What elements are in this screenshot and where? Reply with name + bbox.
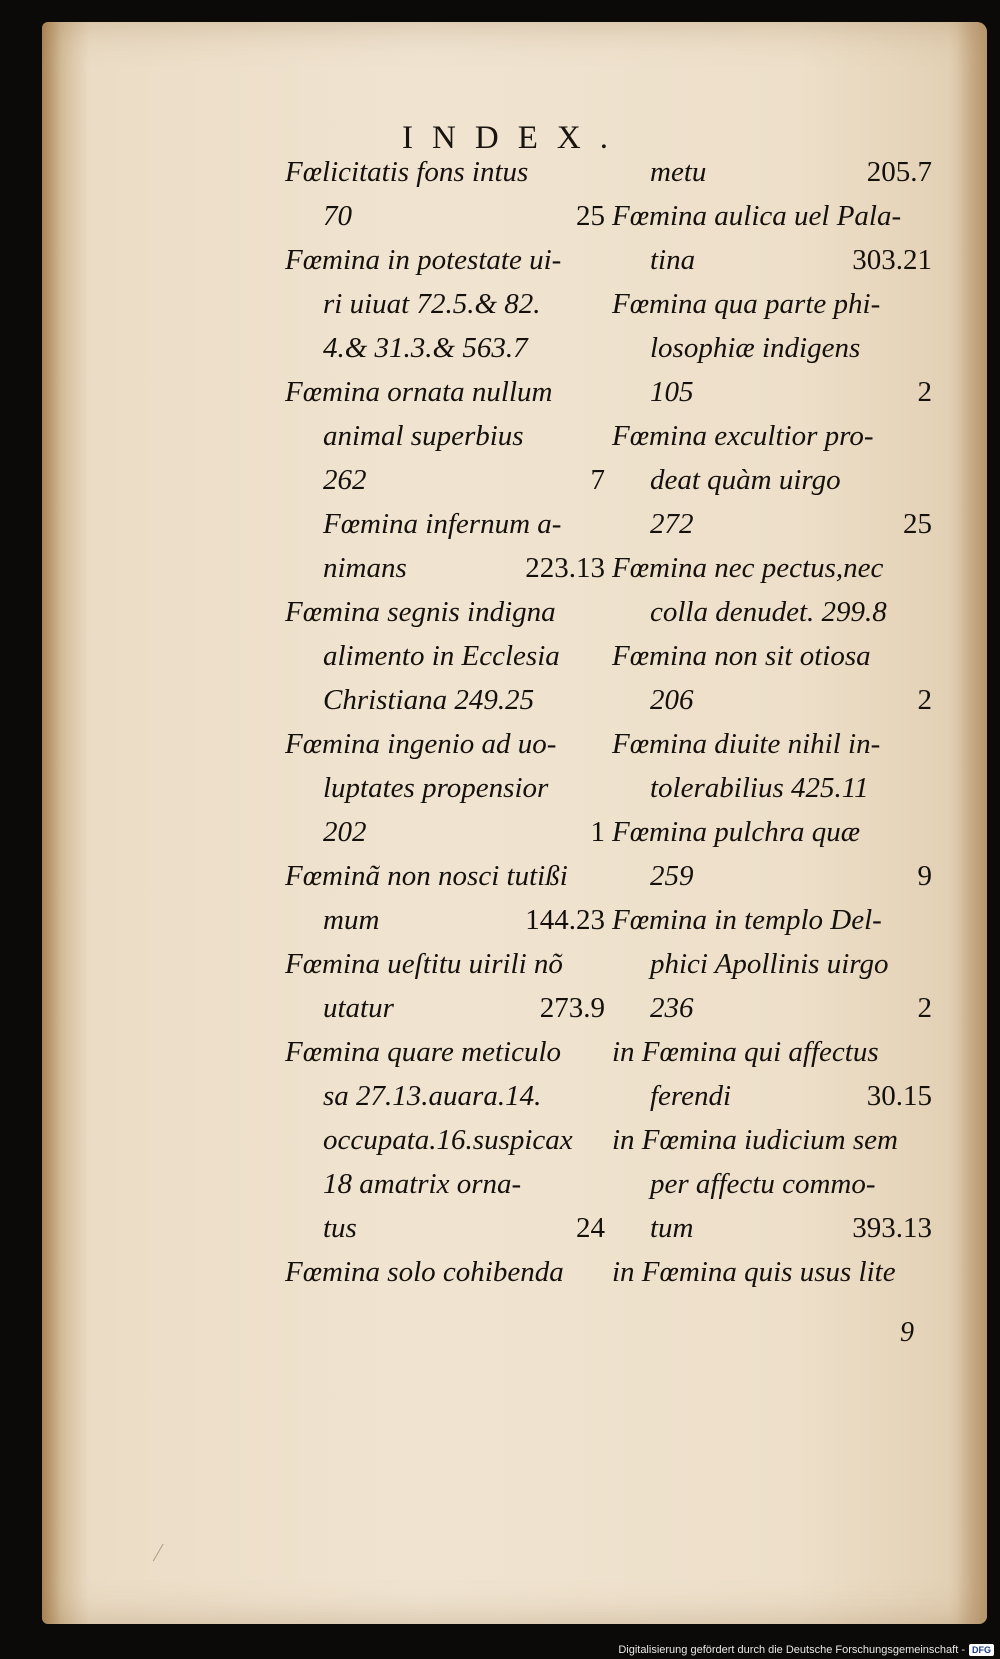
- entry-text: 262: [323, 464, 367, 496]
- entry-text: 70: [323, 200, 352, 232]
- entry-text: nimans: [323, 552, 407, 584]
- entry-text: Fœmina pulchra quæ: [612, 816, 861, 848]
- entry-text: metu: [650, 156, 707, 188]
- index-entry-line: [285, 150, 605, 194]
- index-entry-line: [612, 1206, 932, 1250]
- index-entry-line: [285, 722, 605, 766]
- entry-page-ref: 9: [917, 860, 932, 892]
- entry-text: 236: [650, 992, 694, 1024]
- index-entry-line: [285, 1162, 605, 1206]
- entry-page-ref: 393.13: [852, 1212, 932, 1244]
- index-entry-line: [285, 458, 605, 502]
- index-entry-line: [285, 1030, 605, 1074]
- entry-text: Fœmina non sit otiosa: [612, 640, 871, 672]
- entry-page-ref: 223.13: [525, 552, 605, 584]
- index-entry-line: [285, 898, 605, 942]
- entry-text: 202: [323, 816, 367, 848]
- entry-text: in Fœmina iudicium sem: [612, 1124, 898, 1156]
- entry-text: tum: [650, 1212, 694, 1244]
- index-entry-line: [612, 194, 932, 238]
- entry-text: Fœmina solo cohibenda: [285, 1256, 564, 1288]
- entry-text: Christiana 249.25: [323, 684, 535, 716]
- entry-page-ref: 144.23: [525, 904, 605, 936]
- index-entry-line: [285, 326, 605, 370]
- index-entry-line: [612, 370, 932, 414]
- index-entry-line: [285, 282, 605, 326]
- entry-text: tus: [323, 1212, 357, 1244]
- catchword: 9: [900, 1317, 914, 1348]
- entry-text: Fœlicitatis fons intus: [285, 156, 529, 188]
- entry-text: per affectu commo-: [650, 1168, 876, 1200]
- index-entry-line: [285, 414, 605, 458]
- entry-text: deat quàm uirgo: [650, 464, 841, 496]
- entry-text: Fœminã non nosci tutißi: [285, 860, 568, 892]
- entry-text: ri uiuat 72.5.& 82.: [323, 288, 541, 320]
- entry-text: Fœmina ueſtitu uirili nõ: [285, 948, 563, 980]
- entry-text: Fœmina excultior pro-: [612, 420, 874, 452]
- entry-text: Fœmina segnis indigna: [285, 596, 556, 628]
- index-entry-line: [612, 546, 932, 590]
- index-entry-line: [612, 1118, 932, 1162]
- index-entry-line: [612, 150, 932, 194]
- entry-page-ref: 2: [917, 992, 932, 1024]
- entry-text: mum: [323, 904, 380, 936]
- index-entry-line: [285, 194, 605, 238]
- index-entry-line: [612, 458, 932, 502]
- entry-text: Fœmina nec pectus,nec: [612, 552, 884, 584]
- index-entry-line: [612, 942, 932, 986]
- index-entry-line: [612, 766, 932, 810]
- index-entry-line: [612, 898, 932, 942]
- entry-text: sa 27.13.auara.14.: [323, 1080, 542, 1112]
- entry-text: Fœmina quare meticulo: [285, 1036, 561, 1068]
- entry-text: Fœmina in templo Del-: [612, 904, 882, 936]
- entry-page-ref: 25: [903, 508, 932, 540]
- entry-page-ref: 24: [576, 1212, 605, 1244]
- entry-text: alimento in Ecclesia: [323, 640, 560, 672]
- entry-text: 105: [650, 376, 694, 408]
- entry-text: Fœmina aulica uel Pala-: [612, 200, 902, 232]
- index-entry-line: [612, 326, 932, 370]
- entry-text: 4.& 31.3.& 563.7: [323, 332, 528, 364]
- index-entry-line: [612, 854, 932, 898]
- index-entry-line: [612, 282, 932, 326]
- index-entry-line: [285, 546, 605, 590]
- entry-page-ref: 2: [917, 376, 932, 408]
- index-entry-line: [285, 678, 605, 722]
- entry-page-ref: 30.15: [866, 1080, 932, 1112]
- index-entry-line: [285, 1250, 605, 1294]
- index-entry-line: [612, 590, 932, 634]
- index-entry-line: [285, 1206, 605, 1250]
- entry-text: colla denudet. 299.8: [650, 596, 887, 628]
- entry-text: ferendi: [650, 1080, 732, 1112]
- entry-text: Fœmina qua parte phi-: [612, 288, 881, 320]
- entry-text: Fœmina ornata nullum: [285, 376, 553, 408]
- index-entry-line: [612, 1074, 932, 1118]
- entry-text: in Fœmina quis usus lite: [612, 1256, 896, 1288]
- index-entry-line: [285, 1118, 605, 1162]
- page-header: INDEX.: [402, 120, 627, 156]
- entry-page-ref: 25: [576, 200, 605, 232]
- entry-text: Fœmina ingenio ad uo-: [285, 728, 557, 760]
- entry-page-ref: 303.21: [852, 244, 932, 276]
- index-entry-line: [285, 810, 605, 854]
- entry-text: occupata.16.suspicax: [323, 1124, 573, 1156]
- digitization-credit: [618, 1644, 994, 1656]
- index-entry-line: [612, 1162, 932, 1206]
- entry-text: 18 amatrix orna-: [323, 1168, 522, 1200]
- index-entry-line: [285, 590, 605, 634]
- margin-mark: [153, 1544, 173, 1567]
- index-entry-line: [612, 1030, 932, 1074]
- index-entry-line: [612, 1250, 932, 1294]
- index-entry-line: [285, 986, 605, 1030]
- entry-text: 272: [650, 508, 694, 540]
- index-entry-line: [285, 854, 605, 898]
- index-entry-line: [285, 634, 605, 678]
- index-column-left: [285, 150, 605, 1294]
- index-entry-line: [612, 678, 932, 722]
- entry-text: in Fœmina qui affectus: [612, 1036, 879, 1068]
- index-entry-line: [285, 370, 605, 414]
- entry-text: 259: [650, 860, 694, 892]
- entry-page-ref: 2: [917, 684, 932, 716]
- index-entry-line: [285, 502, 605, 546]
- entry-text: 206: [650, 684, 694, 716]
- entry-text: losophiæ indigens: [650, 332, 861, 364]
- dfg-logo: DFG: [969, 1644, 994, 1656]
- entry-text: tina: [650, 244, 696, 276]
- index-entry-line: [612, 238, 932, 282]
- index-entry-line: [285, 942, 605, 986]
- index-entry-line: [612, 986, 932, 1030]
- entry-text: phici Apollinis uirgo: [650, 948, 889, 980]
- entry-page-ref: 205.7: [866, 156, 932, 188]
- index-entry-line: [612, 810, 932, 854]
- index-entry-line: [285, 766, 605, 810]
- entry-page-ref: 7: [590, 464, 605, 496]
- entry-page-ref: 1: [590, 816, 605, 848]
- entry-text: animal superbius: [323, 420, 524, 452]
- index-entry-line: [612, 502, 932, 546]
- index-entry-line: [612, 414, 932, 458]
- entry-text: Fœmina in potestate ui-: [285, 244, 562, 276]
- entry-text: Fœmina diuite nihil in-: [612, 728, 881, 760]
- index-entry-line: [612, 634, 932, 678]
- index-entry-line: [285, 238, 605, 282]
- entry-text: tolerabilius 425.11: [650, 772, 869, 804]
- entry-text: luptates propensior: [323, 772, 549, 804]
- index-entry-line: [612, 722, 932, 766]
- entry-page-ref: 273.9: [539, 992, 605, 1024]
- entry-text: Fœmina infernum a-: [323, 508, 562, 540]
- credit-text: Digitalisierung gefördert durch die Deutsche Forschungsgemeinschaft -: [618, 1644, 965, 1656]
- index-column-right: [612, 150, 932, 1294]
- entry-text: utatur: [323, 992, 394, 1024]
- index-entry-line: [285, 1074, 605, 1118]
